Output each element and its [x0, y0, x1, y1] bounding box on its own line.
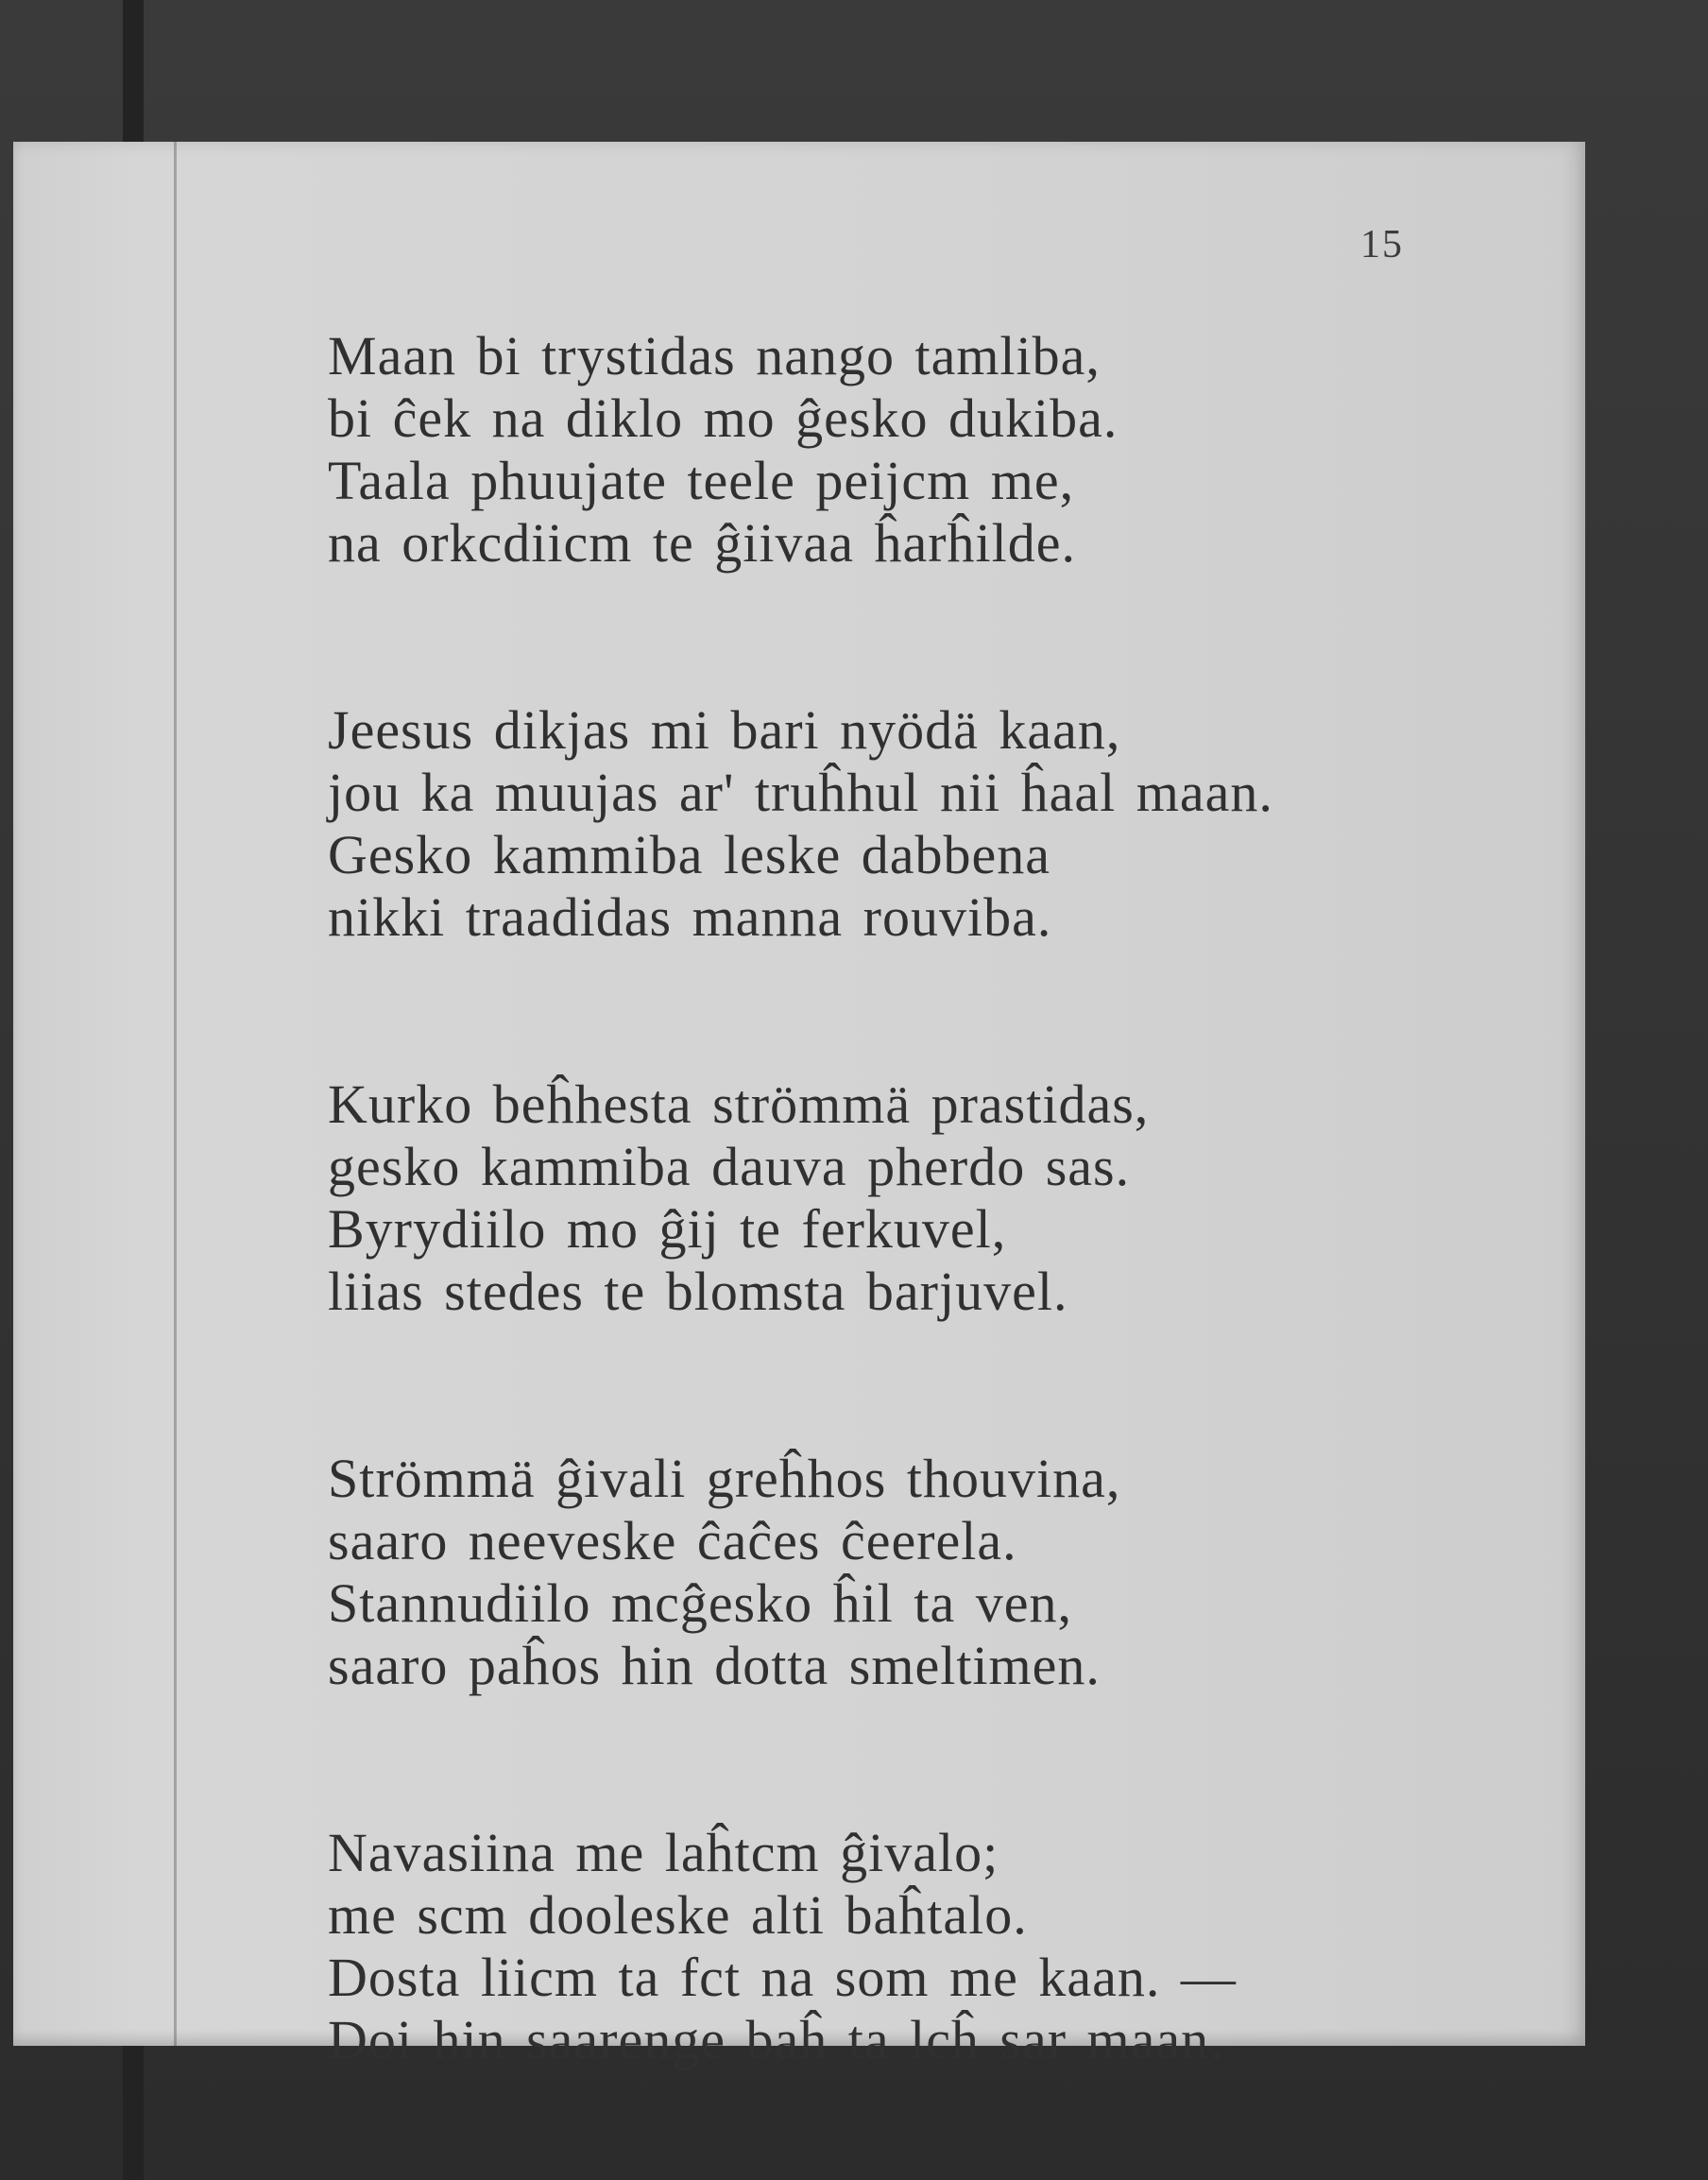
stanza — [328, 1448, 1509, 1697]
poem-line: Dosta liicm ta fct na som me kaan. — — [328, 1947, 1237, 2008]
poem-line: nikki traadidas manna rouviba. — [328, 886, 1052, 948]
poem-line: Doi hin saarenge baĥ ta lcĥ sar maan. — [328, 2009, 1224, 2070]
poem-line: saaro paĥos hin dotta smeltimen. — [328, 1635, 1101, 1696]
poem-line: jou ka muujas ar' truĥhul nii ĥaal maan. — [328, 762, 1273, 823]
binding-shadow-bottom — [123, 2046, 144, 2180]
binding-shadow-top — [123, 0, 144, 142]
poem-line: Maan bi trystidas nango tamliba, — [328, 325, 1101, 386]
poem-line: saaro neeveske ĉaĉes ĉeerela. — [328, 1510, 1017, 1571]
poem-line: liias stedes te blomsta barjuvel. — [328, 1261, 1068, 1322]
poem-line: na orkcdiicm te ĝiivaa ĥarĥilde. — [328, 512, 1076, 574]
poem-line: Kurko beĥhesta strömmä prastidas, — [328, 1073, 1150, 1135]
poem-line: Taala phuujate teele peijcm me, — [328, 450, 1075, 511]
poem-line: Gesko kammiba leske dabbena — [328, 824, 1050, 885]
poem-line: bi ĉek na diklo mo ĝesko dukiba. — [328, 387, 1119, 449]
stanza — [328, 1073, 1509, 1323]
poem-line: gesko kammiba dauva pherdo sas. — [328, 1136, 1131, 1197]
poem-line: me scm dooleske alti baĥtalo. — [328, 1884, 1028, 1946]
stanza — [328, 325, 1509, 575]
poem-line: Navasiina me laĥtcm ĝivalo; — [328, 1822, 999, 1883]
poem-line: Byrydiilo mo ĝij te ferkuvel, — [328, 1198, 1007, 1260]
poem-line: Strömmä ĝivali greĥhos thouvina, — [328, 1448, 1121, 1509]
page-fold-line — [174, 142, 177, 2046]
poem-line: Jeesus dikjas mi bari nyödä kaan, — [328, 699, 1121, 761]
stanza — [328, 1822, 1509, 2071]
poem — [328, 325, 1509, 2071]
page-number: 15 — [1360, 223, 1404, 266]
stanza — [328, 699, 1509, 949]
poem-line: Stannudiilo mcĝesko ĥil ta ven, — [328, 1572, 1072, 1634]
